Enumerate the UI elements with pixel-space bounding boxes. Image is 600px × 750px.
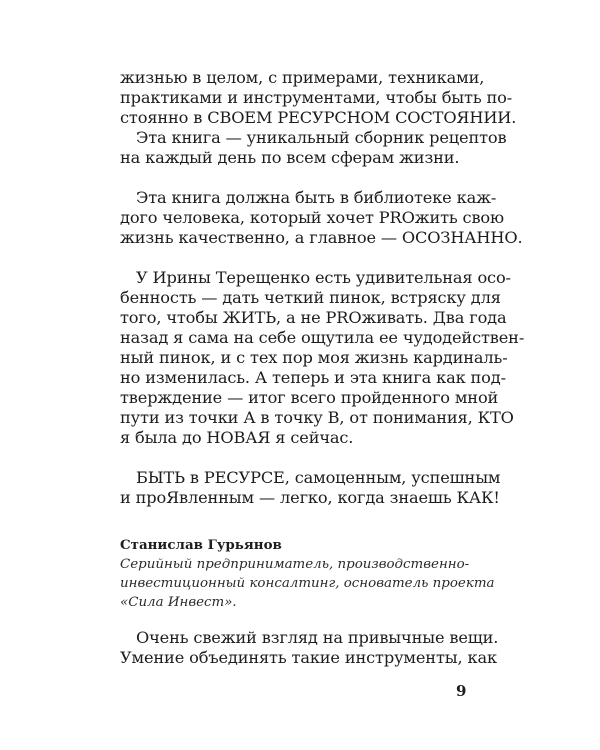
text-line: стоянно в СВОЕМ РЕСУРСНОМ СОСТОЯНИИ. <box>120 108 517 127</box>
author-credentials-line: инвестиционный консалтинг, основатель проекта <box>120 576 495 591</box>
page-number: 9 <box>456 682 467 700</box>
text-line: и проЯвленным — легко, когда знаешь КАК! <box>120 488 500 507</box>
text-line: ный пинок, и с тех пор моя жизнь кардиналь- <box>120 348 508 367</box>
text-line: я была до НОВАЯ я сейчас. <box>120 428 354 447</box>
author-credentials-line: Серийный предприниматель, производственно- <box>120 557 470 572</box>
text-line: жизнь качественно, а главное — ОСОЗНАННО. <box>120 228 523 247</box>
text-line: пути из точки А в точку В, от понимания, КТО <box>120 408 514 427</box>
text-line: жизнью в целом, с примерами, техниками, <box>120 68 485 87</box>
text-line: тверждение — итог всего пройденного мной <box>120 388 499 407</box>
text-line: Эта книга — уникальный сборник рецептов <box>136 128 507 147</box>
text-line: бенность — дать четкий пинок, встряску для <box>120 288 501 307</box>
text-line: Очень свежий взгляд на привычные вещи. <box>136 628 499 647</box>
text-line: но изменилась. А теперь и эта книга как под- <box>120 368 506 387</box>
text-line: практиками и инструментами, чтобы быть по- <box>120 88 513 107</box>
author-credentials-line: «Сила Инвест». <box>120 595 237 610</box>
text-line: назад я сама на себе ощутила ее чудодействен- <box>120 328 525 347</box>
author-name: Станислав Гурьянов <box>120 537 282 553</box>
text-line: У Ирины Терещенко есть удивительная осо- <box>136 268 511 287</box>
text-line: того, чтобы ЖИТЬ, а не PROживать. Два года <box>120 308 507 327</box>
text-line: дого человека, который хочет PROжить свою <box>120 208 504 227</box>
text-line: на каждый день по всем сферам жизни. <box>120 148 460 167</box>
text-line: Умение объединять такие инструменты, как <box>120 648 497 667</box>
text-line: БЫТЬ в РЕСУРСЕ, самоценным, успешным <box>136 468 501 487</box>
text-line: Эта книга должна быть в библиотеке каж- <box>136 188 497 207</box>
